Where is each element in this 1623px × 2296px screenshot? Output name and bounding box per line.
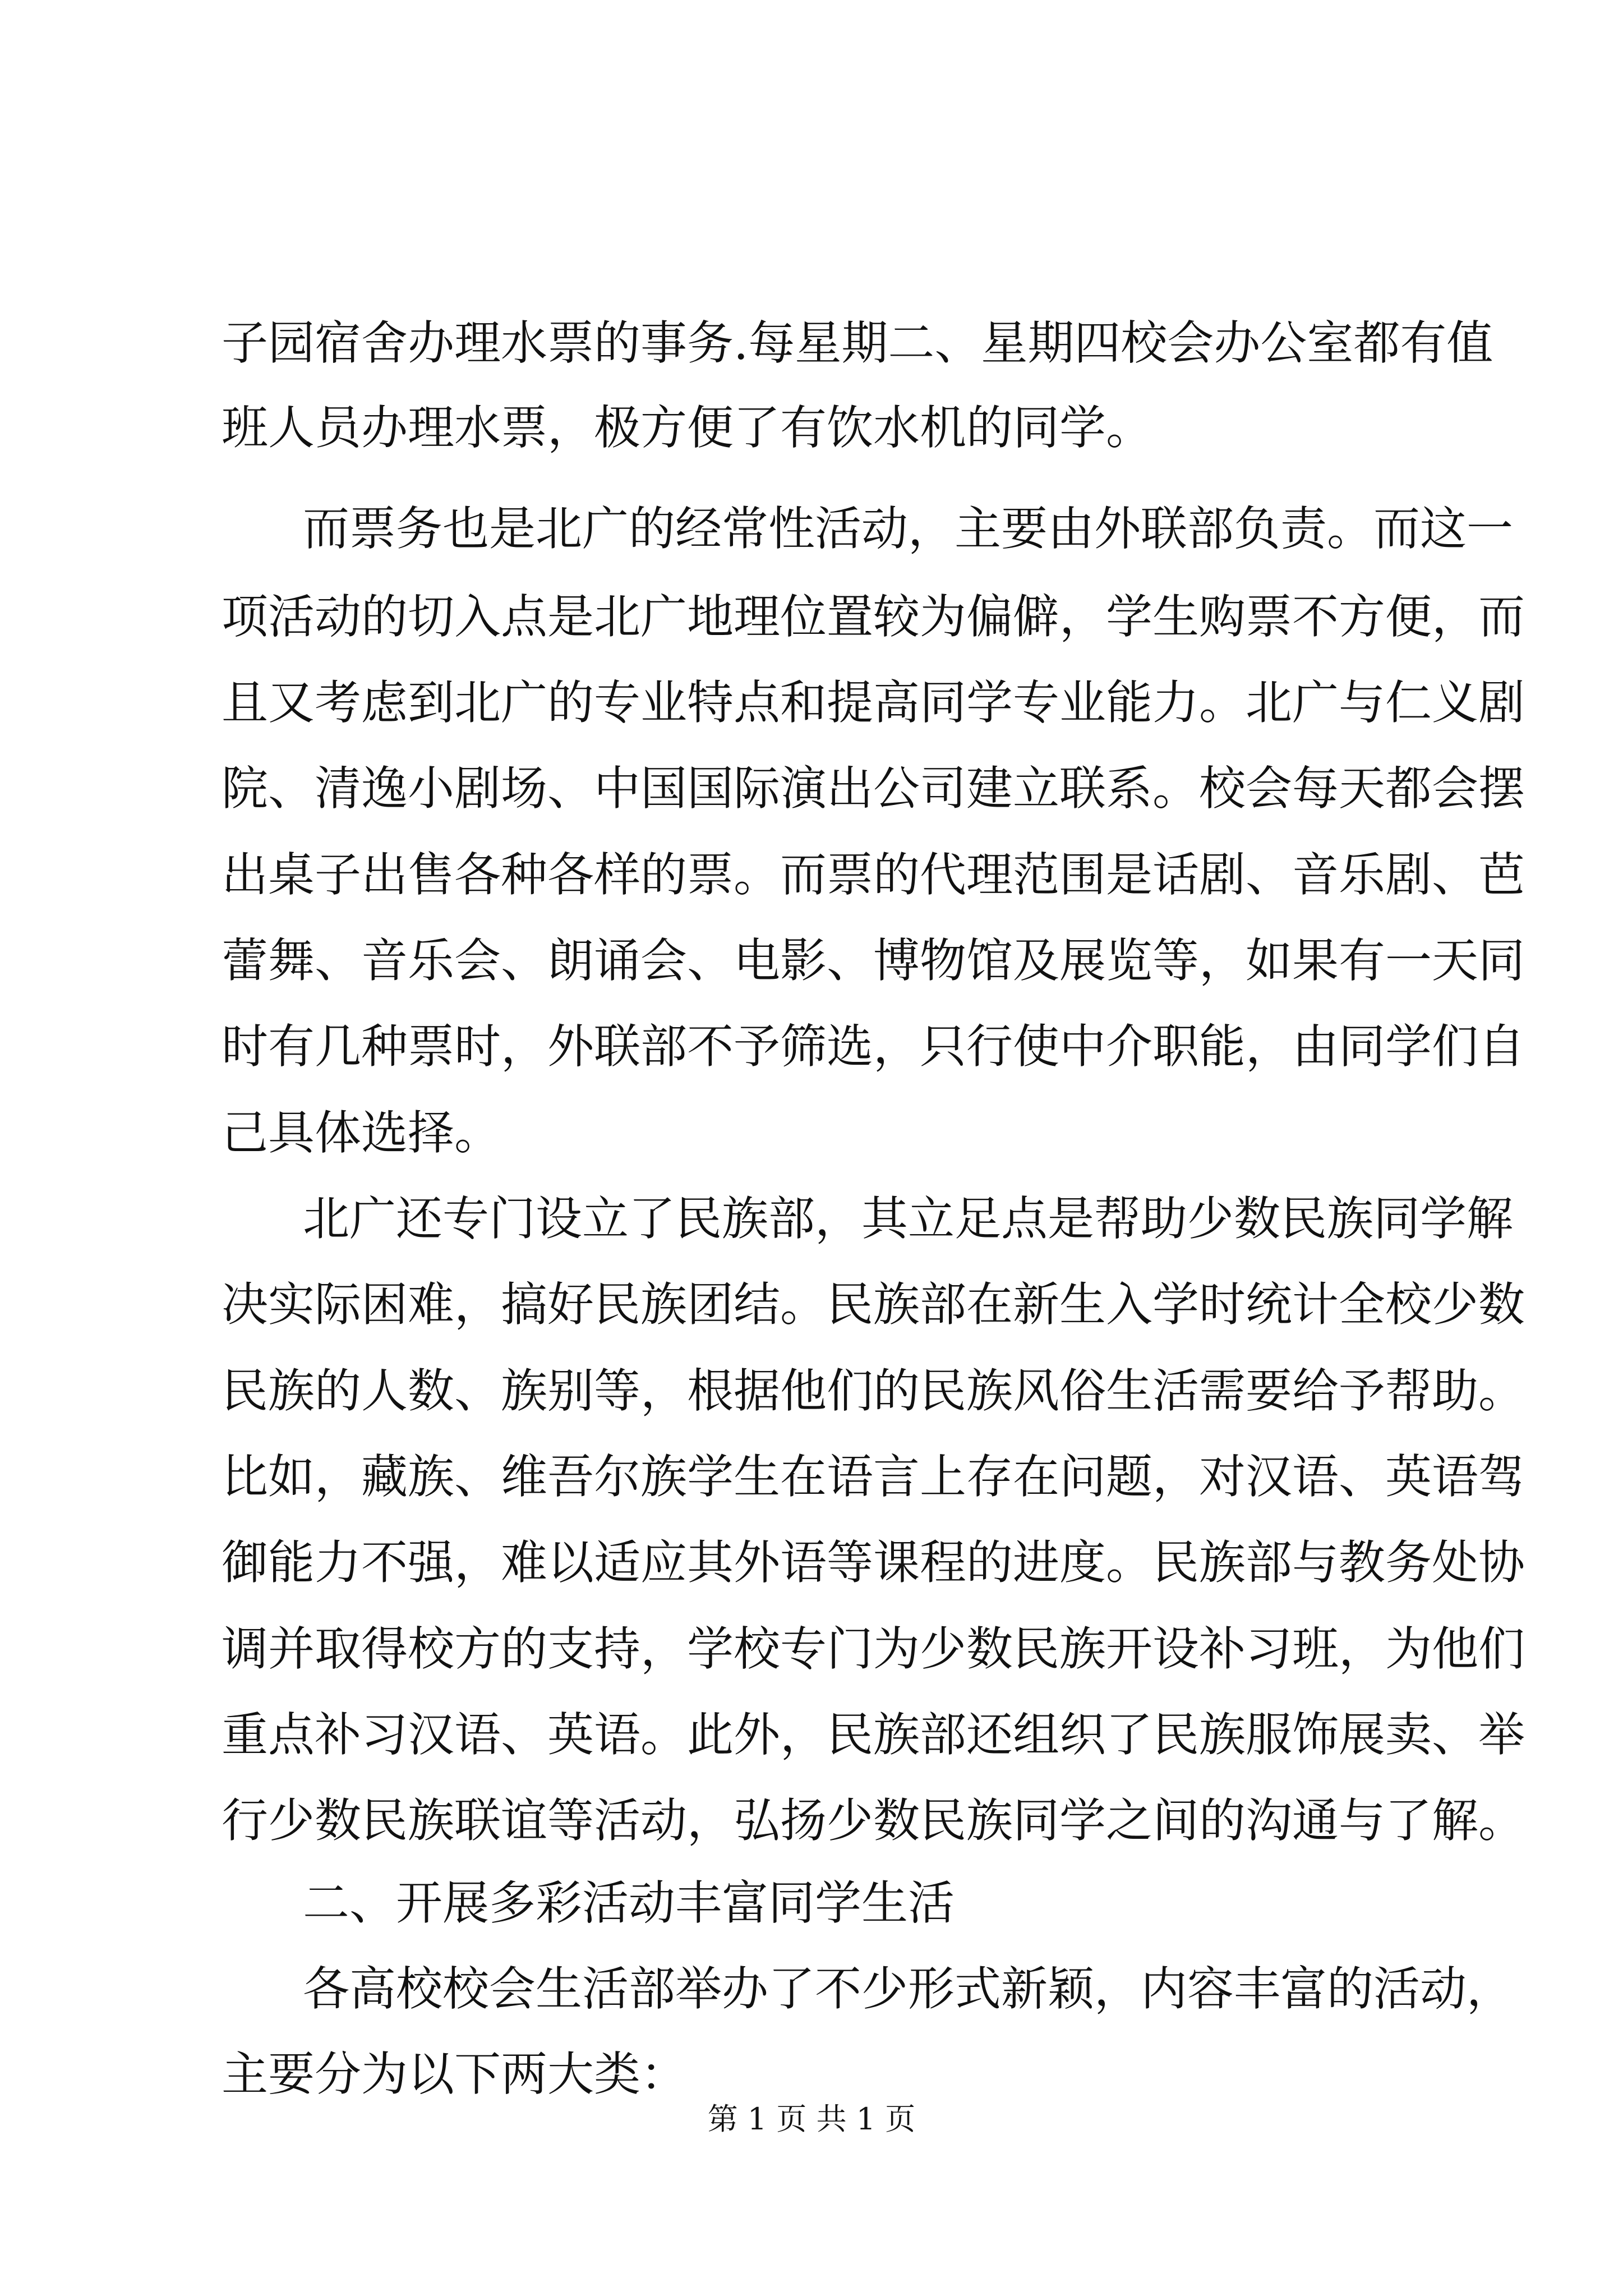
text-line-18: 行少数民族联谊等活动，弘扬少数民族同学之间的沟通与了解。: [222, 1793, 1525, 1848]
text-line-16: 调并取得校方的支持，学校专门为少数民族开设补习班，为他们: [222, 1622, 1525, 1676]
text-line-10: 己具体选择。: [222, 1106, 501, 1160]
text-line-11: 北广还专门设立了民族部，其立足点是帮助少数民族同学解: [303, 1191, 1513, 1246]
text-line-12: 决实际困难，搞好民族团结。民族部在新生入学时统计全校少数: [222, 1277, 1525, 1332]
text-line-4: 项活动的切入点是北广地理位置较为偏僻，学生购票不方便，而: [222, 590, 1525, 644]
text-line-2: 班人员办理水票，极方便了有饮水机的同学。: [222, 401, 1152, 455]
text-line-14: 比如，藏族、维吾尔族学生在语言上存在问题，对汉语、英语驾: [222, 1450, 1525, 1504]
page-footer: 第 1 页 共 1 页: [707, 2101, 916, 2137]
text-line-8: 蕾舞、音乐会、朗诵会、电影、博物馆及展览等，如果有一天同: [222, 933, 1525, 988]
text-line-3: 而票务也是北广的经常性活动，主要由外联部负责。而这一: [303, 501, 1513, 556]
text-line-17: 重点补习汉语、英语。此外，民族部还组织了民族服饰展卖、举: [222, 1708, 1525, 1762]
section-heading: 二、开展多彩活动丰富同学生活: [303, 1876, 955, 1930]
text-line-20: 各高校校会生活部举办了不少形式新颖，内容丰富的活动，: [303, 1962, 1513, 2016]
text-line-13: 民族的人数、族别等，根据他们的民族风俗生活需要给予帮助。: [222, 1364, 1525, 1418]
text-line-9: 时有几种票时，外联部不予筛选，只行使中介职能，由同学们自: [222, 1019, 1525, 1074]
text-line-15: 御能力不强，难以适应其外语等课程的进度。民族部与教务处协: [222, 1535, 1525, 1590]
text-line-6: 院、清逸小剧场、中国国际演出公司建立联系。校会每天都会摆: [222, 761, 1525, 816]
text-line-5: 且又考虑到北广的专业特点和提高同学专业能力。北广与仁义剧: [222, 675, 1525, 730]
text-line-21: 主要分为以下两大类：: [222, 2047, 687, 2101]
text-line-7: 出桌子出售各种各样的票。而票的代理范围是话剧、音乐剧、芭: [222, 848, 1525, 902]
text-line-1: 子园宿舍办理水票的事务.每星期二、星期四校会办公室都有值: [222, 316, 1493, 370]
